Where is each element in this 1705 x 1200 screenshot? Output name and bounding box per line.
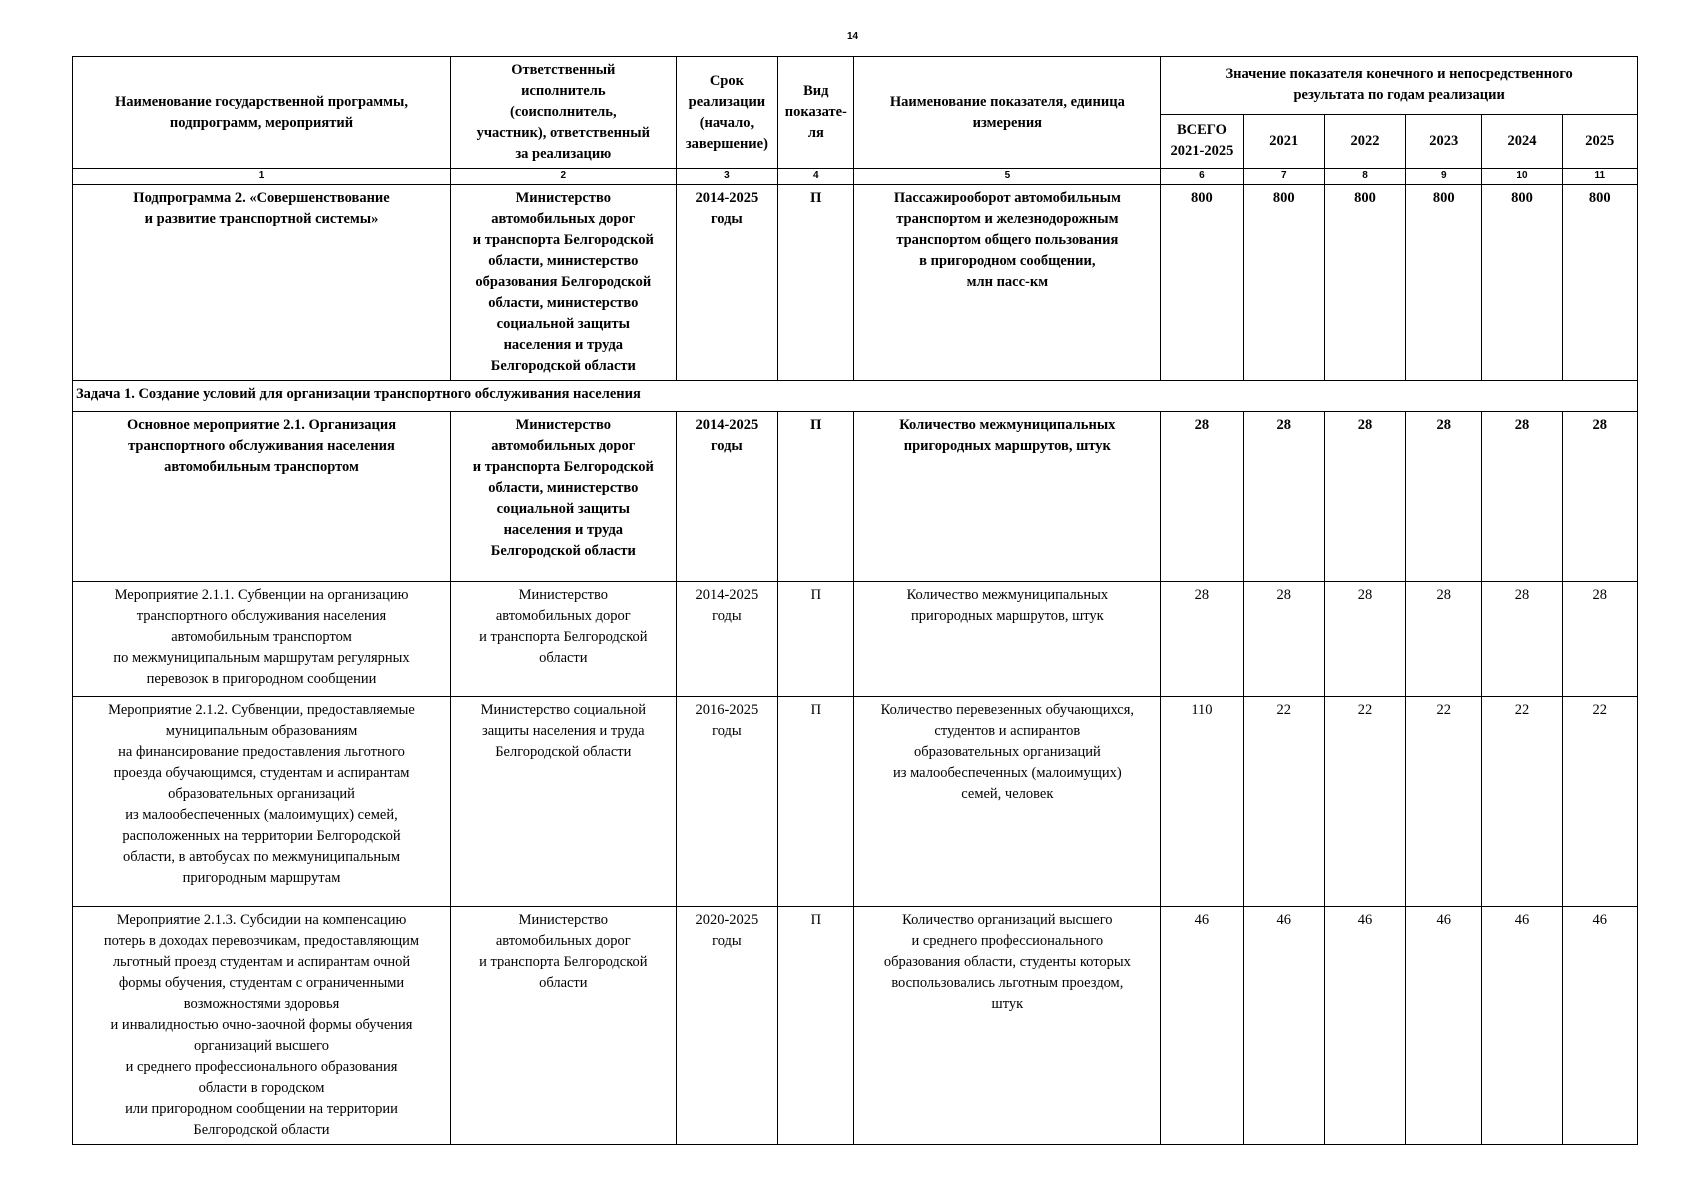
row-period: 2016-2025 годы <box>676 697 778 907</box>
row-indicator-type: П <box>778 185 854 381</box>
row-program-name: Основное мероприятие 2.1. Организация транспортного обслуживания населения автомобильным транспортом <box>73 412 451 582</box>
table-row <box>73 412 1638 582</box>
row-value-2025: 46 <box>1562 907 1637 1145</box>
row-value-2023: 22 <box>1406 697 1482 907</box>
row-value-2024: 22 <box>1482 697 1562 907</box>
table-row <box>73 697 1638 907</box>
row-value-2022: 46 <box>1324 907 1405 1145</box>
row-executor: Министерство автомобильных дорог и транспорта Белгородской области <box>451 907 677 1145</box>
header-year-2024: 2024 <box>1482 114 1562 168</box>
row-period: 2014-2025 годы <box>676 185 778 381</box>
column-number: 6 <box>1161 169 1243 185</box>
row-period: 2014-2025 годы <box>676 582 778 697</box>
header-total: ВСЕГО 2021-2025 <box>1161 114 1243 168</box>
column-number: 5 <box>854 169 1161 185</box>
header-indicator-name: Наименование показателя, единица измерения <box>854 57 1161 169</box>
row-value-2025: 22 <box>1562 697 1637 907</box>
row-indicator-name: Количество организаций высшего и среднего профессионального образования области, студенты которых воспользовались льготным проездом, штук <box>854 907 1161 1145</box>
row-value-2023: 800 <box>1406 185 1482 381</box>
row-value-total: 28 <box>1161 582 1243 697</box>
row-value-2021: 800 <box>1243 185 1324 381</box>
row-executor: Министерство автомобильных дорог и транспорта Белгородской области, министерство образования Белгородской области, министерство социальной защиты населения и труда Белгородской области <box>451 185 677 381</box>
row-value-2025: 28 <box>1562 582 1637 697</box>
row-value-2024: 800 <box>1482 185 1562 381</box>
row-indicator-name: Количество межмуниципальных пригородных маршрутов, штук <box>854 582 1161 697</box>
row-indicator-type: П <box>778 582 854 697</box>
column-number-row <box>73 169 1638 185</box>
row-value-2021: 28 <box>1243 582 1324 697</box>
row-value-total: 110 <box>1161 697 1243 907</box>
row-value-2023: 28 <box>1406 412 1482 582</box>
program-indicators-table <box>72 56 1638 1145</box>
header-period: Срок реализации (начало, завершение) <box>676 57 778 169</box>
row-value-total: 28 <box>1161 412 1243 582</box>
row-value-2024: 28 <box>1482 582 1562 697</box>
row-value-2021: 22 <box>1243 697 1324 907</box>
table-row <box>73 582 1638 697</box>
header-year-2025: 2025 <box>1562 114 1637 168</box>
column-number: 4 <box>778 169 854 185</box>
row-value-total: 800 <box>1161 185 1243 381</box>
header-year-2021: 2021 <box>1243 114 1324 168</box>
row-program-name: Мероприятие 2.1.1. Субвенции на организацию транспортного обслуживания населения автомобильным транспортом по межмуниципальным маршрутам регулярных перевозок в пригородном сообщении <box>73 582 451 697</box>
row-indicator-name: Пассажирооборот автомобильным транспортом и железнодорожным транспортом общего пользования в пригородном сообщении, млн пасс-км <box>854 185 1161 381</box>
row-indicator-type: П <box>778 412 854 582</box>
header-values-group: Значение показателя конечного и непосредственного результата по годам реализации <box>1161 57 1638 115</box>
column-number: 9 <box>1406 169 1482 185</box>
row-indicator-name: Количество межмуниципальных пригородных маршрутов, штук <box>854 412 1161 582</box>
row-executor: Министерство автомобильных дорог и транспорта Белгородской области <box>451 582 677 697</box>
column-number: 1 <box>73 169 451 185</box>
row-indicator-type: П <box>778 697 854 907</box>
row-period: 2014-2025 годы <box>676 412 778 582</box>
row-program-name: Подпрограмма 2. «Совершенствование и развитие транспортной системы» <box>73 185 451 381</box>
header-year-2023: 2023 <box>1406 114 1482 168</box>
header-indicator-type: Вид показате- ля <box>778 57 854 169</box>
column-number: 7 <box>1243 169 1324 185</box>
header-program-name: Наименование государственной программы, подпрограмм, мероприятий <box>73 57 451 169</box>
table-row <box>73 185 1638 381</box>
row-executor: Министерство автомобильных дорог и транспорта Белгородской области, министерство социальной защиты населения и труда Белгородской области <box>451 412 677 582</box>
row-value-total: 46 <box>1161 907 1243 1145</box>
column-number: 11 <box>1562 169 1637 185</box>
row-program-name: Мероприятие 2.1.2. Субвенции, предоставляемые муниципальным образованиям на финансирование предоставления льготного проезда обучающимся, студентам и аспирантам образовательных организаций из малообеспеченных (малоимущих) семей, расположенных на территории Белгородской области, в автобусах по межмуниципальным пригородным маршрутам <box>73 697 451 907</box>
column-number: 10 <box>1482 169 1562 185</box>
row-value-2025: 800 <box>1562 185 1637 381</box>
row-value-2025: 28 <box>1562 412 1637 582</box>
row-value-2022: 22 <box>1324 697 1405 907</box>
column-number: 8 <box>1324 169 1405 185</box>
task-row <box>73 381 1638 412</box>
row-value-2021: 28 <box>1243 412 1324 582</box>
row-value-2022: 28 <box>1324 412 1405 582</box>
row-value-2022: 28 <box>1324 582 1405 697</box>
row-indicator-type: П <box>778 907 854 1145</box>
row-period: 2020-2025 годы <box>676 907 778 1145</box>
row-program-name: Мероприятие 2.1.3. Субсидии на компенсацию потерь в доходах перевозчикам, предоставляющим льготный проезд студентам и аспирантам очной формы обучения, студентам с ограниченными возможностями здоровья и инвалидностью очно-заочной формы обучения организаций высшего и среднего профессионального образования области в городском или пригородном сообщении на территории Белгородской области <box>73 907 451 1145</box>
row-value-2021: 46 <box>1243 907 1324 1145</box>
row-value-2023: 28 <box>1406 582 1482 697</box>
row-value-2024: 28 <box>1482 412 1562 582</box>
table-row <box>73 907 1638 1145</box>
row-value-2022: 800 <box>1324 185 1405 381</box>
column-number: 3 <box>676 169 778 185</box>
row-value-2024: 46 <box>1482 907 1562 1145</box>
row-executor: Министерство социальной защиты населения и труда Белгородской области <box>451 697 677 907</box>
row-value-2023: 46 <box>1406 907 1482 1145</box>
column-number: 2 <box>451 169 677 185</box>
header-executor: Ответственный исполнитель (соисполнитель, участник), ответственный за реализацию <box>451 57 677 169</box>
row-indicator-name: Количество перевезенных обучающихся, студентов и аспирантов образовательных организаций из малообеспеченных (малоимущих) семей, человек <box>854 697 1161 907</box>
task-title: Задача 1. Создание условий для организации транспортного обслуживания населения <box>73 381 1638 412</box>
header-year-2022: 2022 <box>1324 114 1405 168</box>
page-number: 14 <box>846 31 859 42</box>
